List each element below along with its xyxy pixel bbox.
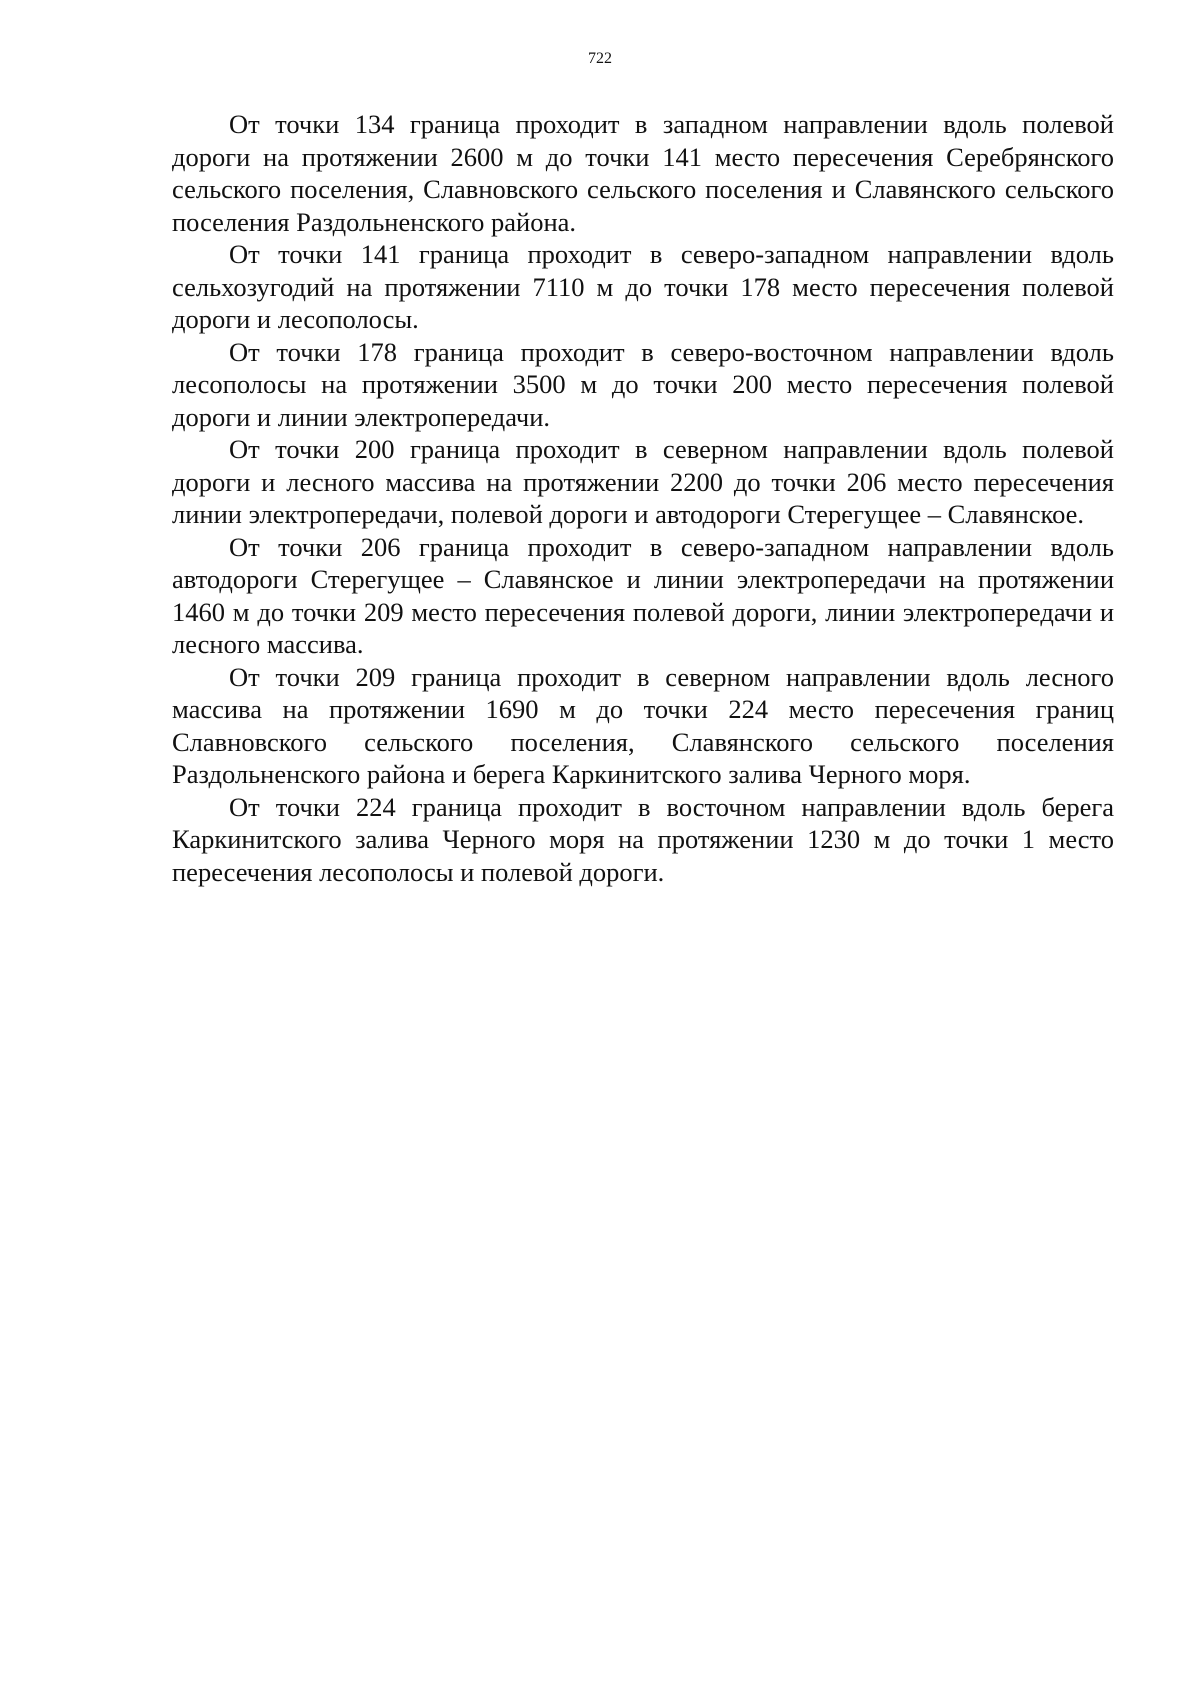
paragraph-point-200: От точки 200 граница проходит в северном направлении вдоль полевой дороги и лесного массива на протяжении 2200 до точки 206 место пересечения линии электропередачи, полевой дороги и автодороги Стерегущее – Славянское. <box>172 434 1114 529</box>
paragraph-point-209: От точки 209 граница проходит в северном направлении вдоль лесного массива на протяжении 1690 м до точки 224 место пересечения границ Славновского сельского поселения, Славянского сельского поселения Раздольненского района и берега Каркинитского залива Черного моря. <box>172 661 1114 789</box>
paragraph-point-141: От точки 141 граница проходит в северо-западном направлении вдоль сельхозугодий на протяжении 7110 м до точки 178 место пересечения полевой дороги и лесополосы. <box>172 239 1114 334</box>
page-number: 722 <box>588 50 612 67</box>
paragraph-point-178: От точки 178 граница проходит в северо-восточном направлении вдоль лесополосы на протяжении 3500 м до точки 200 место пересечения полевой дороги и линии электропередачи. <box>172 336 1114 432</box>
paragraph-point-224: От точки 224 граница проходит в восточном направлении вдоль берега Каркинитского залива Черного моря на протяжении 1230 м до точки 1 место пересечения лесополосы и полевой дороги. <box>172 791 1114 887</box>
paragraph-point-206: От точки 206 граница проходит в северо-западном направлении вдоль автодороги Стерегущее – Славянское и линии электропередачи на протяжении 1460 м до точки 209 место пересечения полевой дороги, линии электропередачи и лесного массива. <box>172 531 1114 659</box>
paragraph-point-134: От точки 134 граница проходит в западном направлении вдоль полевой дороги на протяжении 2600 м до точки 141 место пересечения Серебрянского сельского поселения, Славновского сельского поселения и Славянского сельского поселения Раздольненского района. <box>172 109 1114 237</box>
document-body <box>172 108 1114 888</box>
